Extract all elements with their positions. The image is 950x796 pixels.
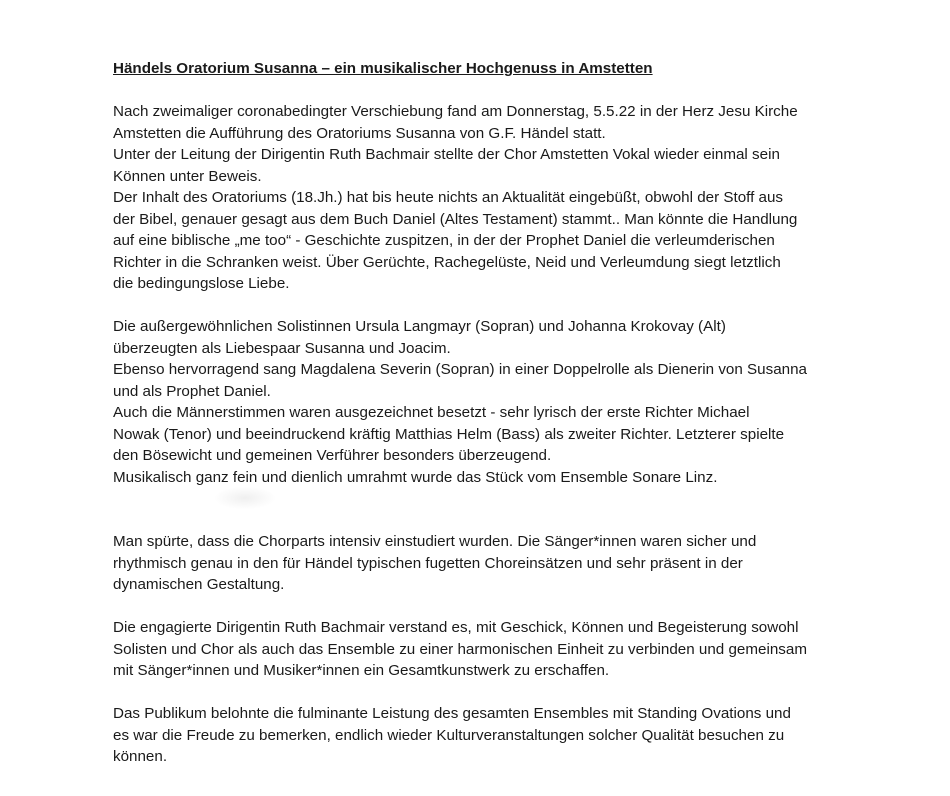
text-line: Der Inhalt des Oratoriums (18.Jh.) hat bis heute nichts an Aktualität eingebüßt, obwohl der Stoff aus (113, 189, 784, 206)
text-line: Die engagierte Dirigentin Ruth Bachmair verstand es, mit Geschick, Können und Begeisterung sowohl (113, 619, 799, 636)
text-line: Die außergewöhnlichen Solistinnen Ursula Langmayr (Sopran) und Johanna Krokovay (Alt) (113, 318, 726, 335)
paragraph-soloists (113, 316, 853, 488)
text-line: den Bösewicht und gemeinen Verführer besonders überzeugend. (113, 447, 552, 464)
paragraph-conductor (113, 617, 853, 682)
text-line: dynamischen Gestaltung. (113, 576, 285, 593)
text-line: Unter der Leitung der Dirigentin Ruth Bachmair stellte der Chor Amstetten Vokal wieder einmal sein (113, 146, 780, 163)
blank-line (113, 510, 853, 532)
text-line: Amstetten die Aufführung des Oratoriums Susanna von G.F. Händel statt. (113, 124, 606, 142)
text-line: der Bibel, genauer gesagt aus dem Buch Daniel (Altes Testament) stammt.. Man könnte die Handlung (113, 210, 798, 228)
text-line: Richter in die Schranken weist. Über Gerüchte, Rachegelüste, Neid und Verleumdung siegt letztlich (113, 253, 781, 271)
paragraph-audience (113, 703, 853, 768)
text-line: Nach zweimaliger coronabedingter Verschiebung fand am Donnerstag, 5.5.22 in der Herz Jesu Kirche (113, 103, 798, 120)
text-line: überzeugten als Liebespaar Susanna und Joacim. (113, 339, 451, 357)
text-line: Solisten und Chor als auch das Ensemble zu einer harmonischen Einheit zu verbinden und gemeinsam (113, 640, 807, 658)
text-line: die bedingungslose Liebe. (113, 275, 290, 292)
text-line: Man spürte, dass die Chorparts intensiv einstudiert wurden. Die Sänger*innen waren sicher und (113, 533, 757, 550)
text-line: mit Sänger*innen und Musiker*innen ein Gesamtkunstwerk zu erschaffen. (113, 662, 610, 679)
text-line: Können unter Beweis. (113, 167, 262, 185)
text-line: und als Prophet Daniel. (113, 382, 271, 400)
text-line: Musikalisch ganz fein und dienlich umrahmt wurde das Stück vom Ensemble Sonare Linz. (113, 468, 718, 486)
text-line: rhythmisch genau in den für Händel typischen fugetten Choreinsätzen und sehr präsent in der (113, 554, 743, 572)
paragraph-choir (113, 531, 853, 596)
paragraph-performance-intro (113, 101, 853, 295)
text-line: auf eine biblische „me too“ - Geschichte zuspitzen, in der der Prophet Daniel die verleumderischen (113, 232, 775, 249)
text-line: Ebenso hervorragend sang Magdalena Severin (Sopran) in einer Doppelrolle als Dienerin von Susanna (113, 361, 807, 378)
text-line: Auch die Männerstimmen waren ausgezeichnet besetzt - sehr lyrisch der erste Richter Michael (113, 404, 750, 421)
text-line: Das Publikum belohnte die fulminante Leistung des gesamten Ensembles mit Standing Ovations und (113, 705, 791, 722)
text-line: Nowak (Tenor) und beeindruckend kräftig Matthias Helm (Bass) als zweiter Richter. Letzterer spielte (113, 425, 785, 443)
document-title: Händels Oratorium Susanna – ein musikalischer Hochgenuss in Amstetten (113, 60, 653, 77)
document-body (113, 58, 853, 789)
text-line: können. (113, 748, 168, 765)
text-line: es war die Freude zu bemerken, endlich wieder Kulturveranstaltungen solcher Qualität besuchen zu (113, 726, 785, 744)
